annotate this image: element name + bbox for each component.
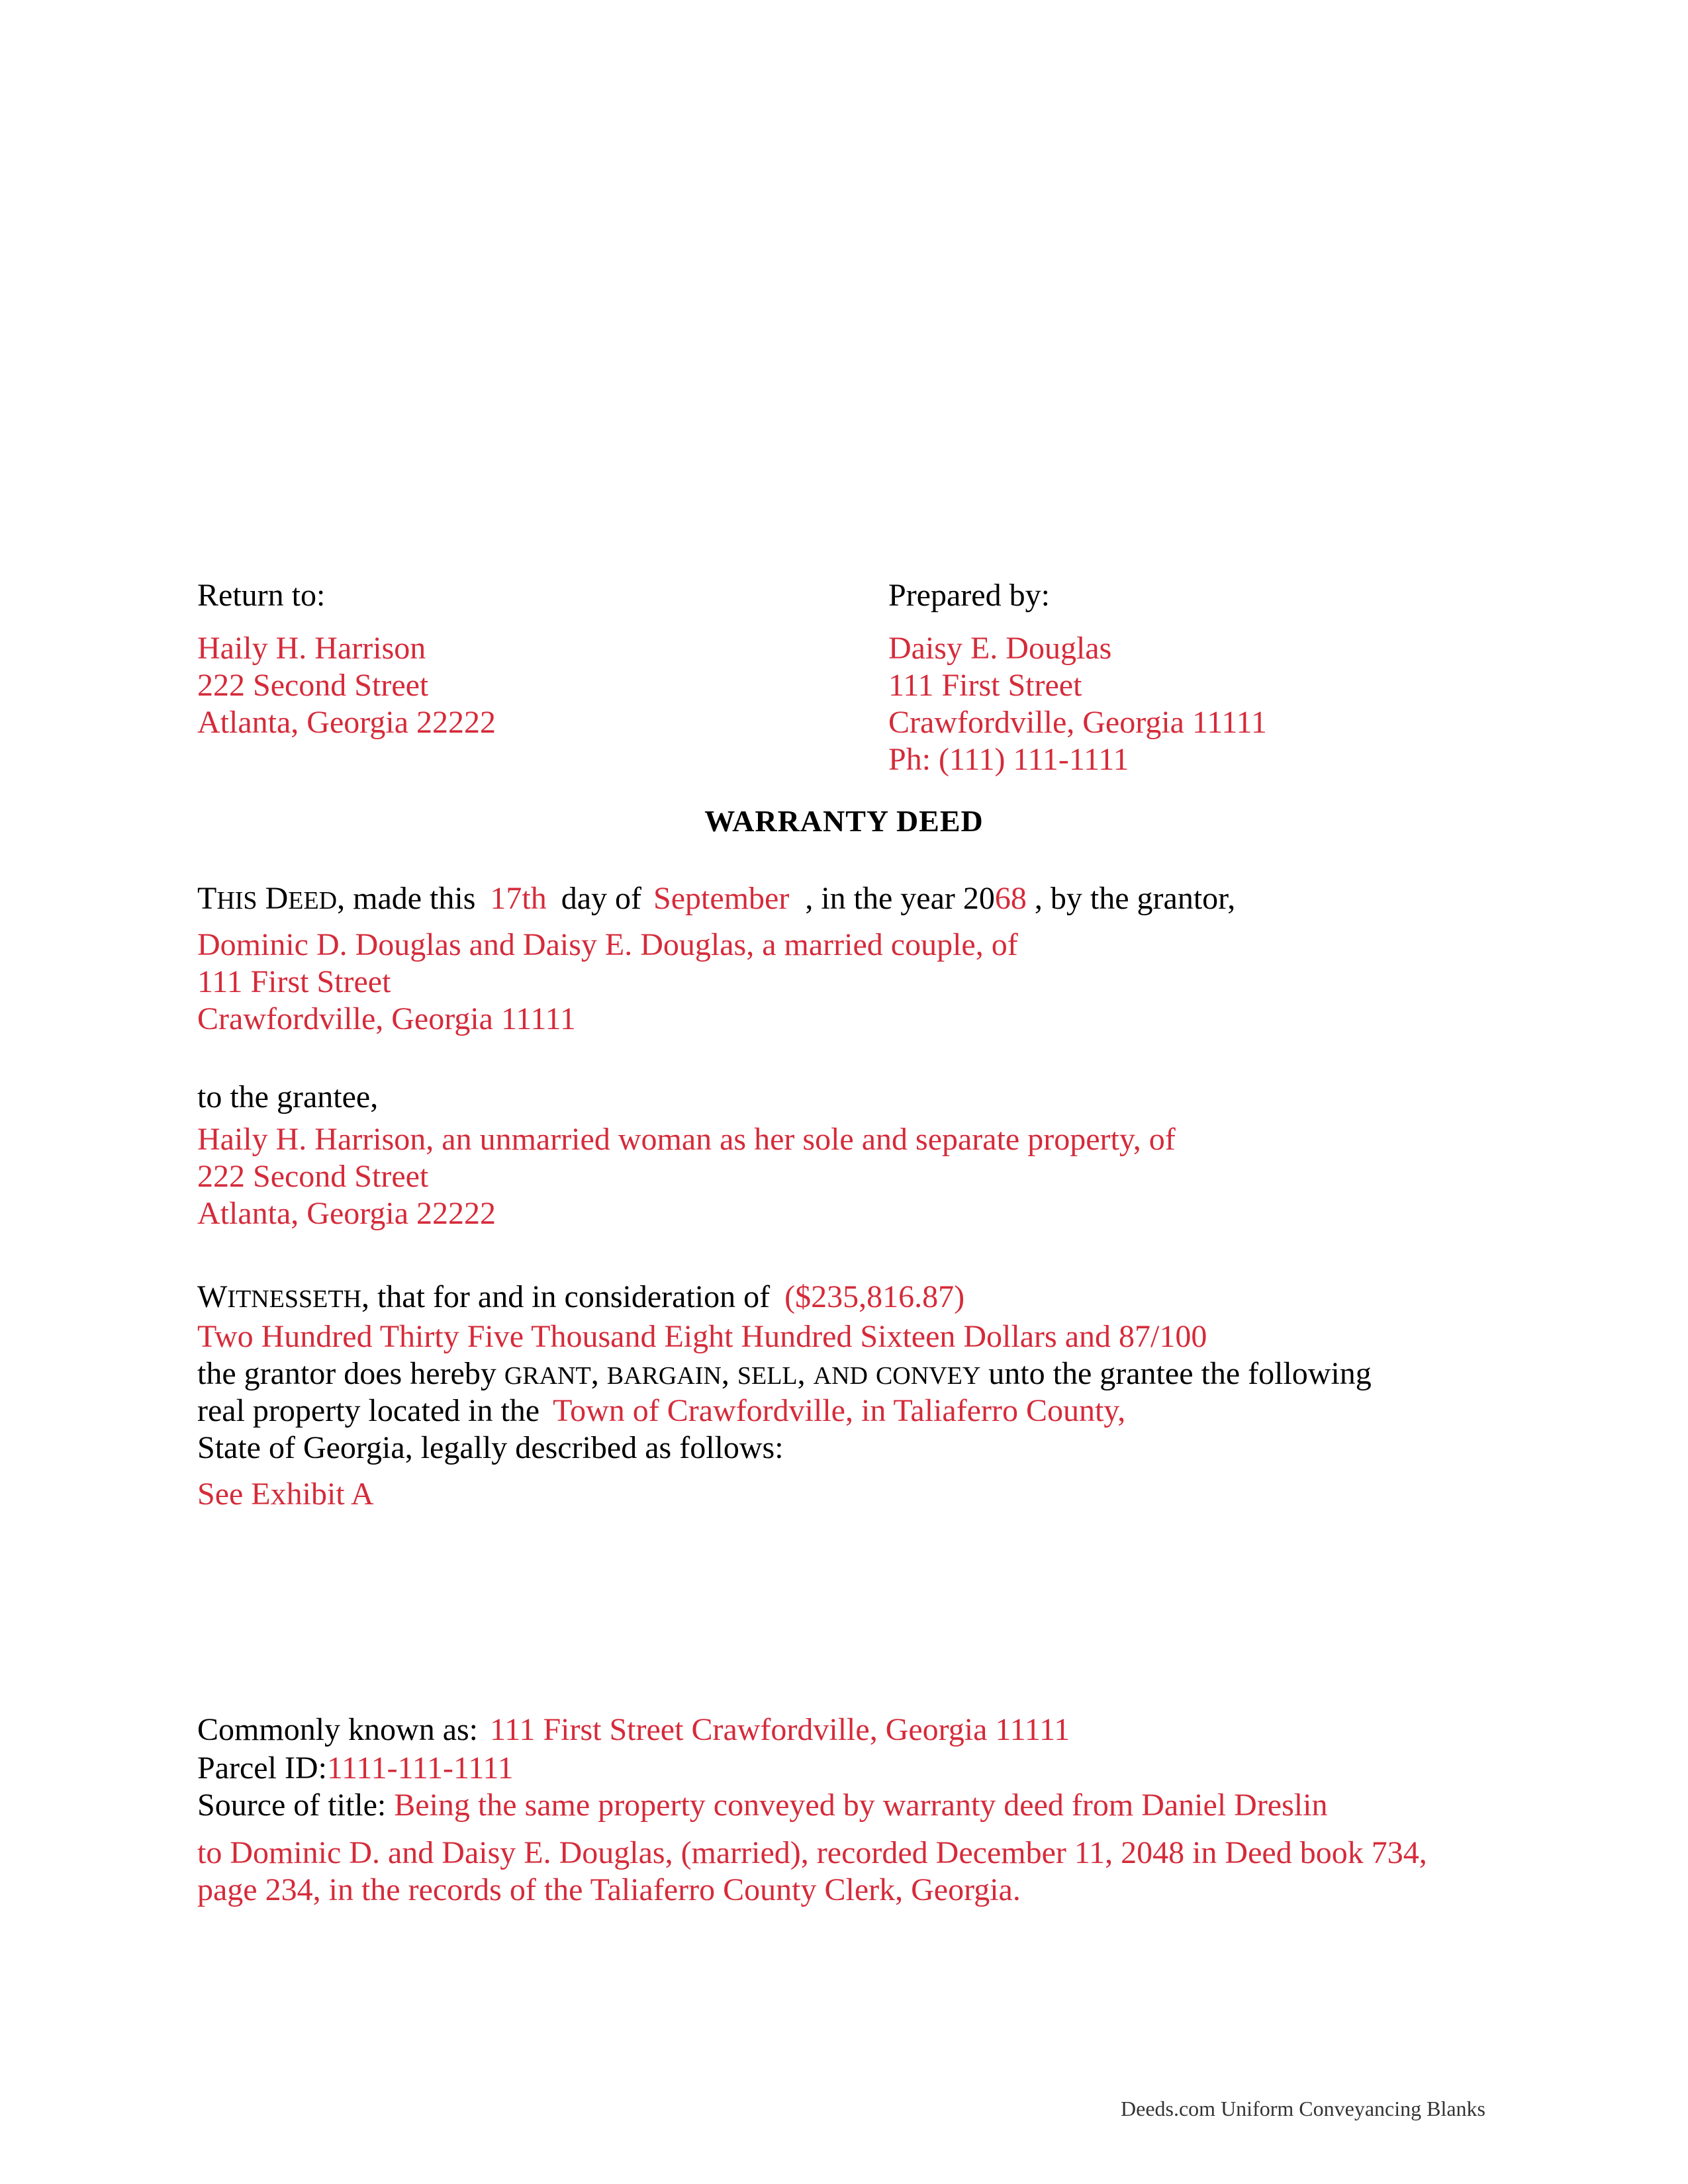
grantee-block: [197, 1121, 1176, 1232]
grantor-block: [197, 927, 1018, 1038]
grantee-names[interactable]: Haily H. Harrison, an unmarried woman as her sole and separate property, of: [197, 1122, 1176, 1157]
consideration-words-field[interactable]: Two Hundred Thirty Five Thousand Eight Hundred Sixteen Dollars and 87/100: [197, 1319, 1207, 1354]
deed-intro-line: THIS DEED, made this 17th day of September , in the year 2068 , by the grantor,: [197, 881, 1236, 916]
commonly-known-field[interactable]: 111 First Street Crawfordville, Georgia 11111: [490, 1712, 1070, 1747]
return-to-name[interactable]: Haily H. Harrison: [197, 631, 426, 666]
footer-credit: Deeds.com Uniform Conveyancing Blanks: [1121, 2097, 1485, 2120]
prepared-by-city[interactable]: Crawfordville, Georgia 11111: [888, 705, 1267, 740]
grantee-city[interactable]: Atlanta, Georgia 22222: [197, 1196, 496, 1231]
to-grantee-label: to the grantee,: [197, 1079, 379, 1115]
document-title: WARRANTY DEED: [704, 804, 984, 838]
source-of-title-line: Source of title: Being the same property conveyed by warranty deed from Daniel Dreslin: [197, 1788, 1328, 1823]
return-to-street[interactable]: 222 Second Street: [197, 668, 429, 703]
legal-description-field[interactable]: See Exhibit A: [197, 1477, 374, 1512]
parcel-id-line: Parcel ID:1111-111-1111: [197, 1751, 514, 1786]
deed-year-field[interactable]: 68: [994, 881, 1027, 916]
source-of-title-continued-2[interactable]: page 234, in the records of the Taliaferro County Clerk, Georgia.: [197, 1872, 1021, 1907]
return-to-city[interactable]: Atlanta, Georgia 22222: [197, 705, 496, 740]
grantor-city[interactable]: Crawfordville, Georgia 11111: [197, 1001, 576, 1036]
grantor-names[interactable]: Dominic D. Douglas and Daisy E. Douglas, a married couple, of: [197, 927, 1018, 962]
prepared-by-name[interactable]: Daisy E. Douglas: [888, 631, 1112, 666]
consideration-amount-field[interactable]: ($235,816.87): [784, 1279, 965, 1314]
grant-clause-line: the grantor does hereby GRANT, BARGAIN, SELL, AND CONVEY unto the grantee the following: [197, 1356, 1372, 1391]
return-to-address: [197, 630, 496, 741]
property-location-field[interactable]: Town of Crawfordville, in Taliaferro County,: [553, 1393, 1126, 1428]
source-of-title-field[interactable]: Being the same property conveyed by warranty deed from Daniel Dreslin: [394, 1788, 1328, 1823]
witnesseth-line: WITNESSETH, that for and in consideration of ($235,816.87): [197, 1279, 965, 1314]
location-line: real property located in the Town of Crawfordville, in Taliaferro County,: [197, 1393, 1126, 1428]
grantor-street[interactable]: 111 First Street: [197, 964, 391, 999]
return-to-label: Return to:: [197, 578, 326, 613]
deed-month-field[interactable]: September: [653, 881, 790, 916]
commonly-known-line: Commonly known as: 111 First Street Crawfordville, Georgia 11111: [197, 1712, 1070, 1747]
prepared-by-phone[interactable]: Ph: (111) 111-1111: [888, 742, 1129, 777]
prepared-by-street[interactable]: 111 First Street: [888, 668, 1082, 703]
prepared-by-label: Prepared by:: [888, 578, 1050, 613]
grantee-street[interactable]: 222 Second Street: [197, 1159, 429, 1194]
deed-day-field[interactable]: 17th: [490, 881, 547, 916]
source-of-title-continued-1[interactable]: to Dominic D. and Daisy E. Douglas, (married), recorded December 11, 2048 in Deed book 734,: [197, 1835, 1427, 1870]
prepared-by-address: [888, 630, 1267, 778]
parcel-id-field[interactable]: 1111-111-1111: [326, 1751, 514, 1786]
state-line: State of Georgia, legally described as follows:: [197, 1430, 784, 1465]
